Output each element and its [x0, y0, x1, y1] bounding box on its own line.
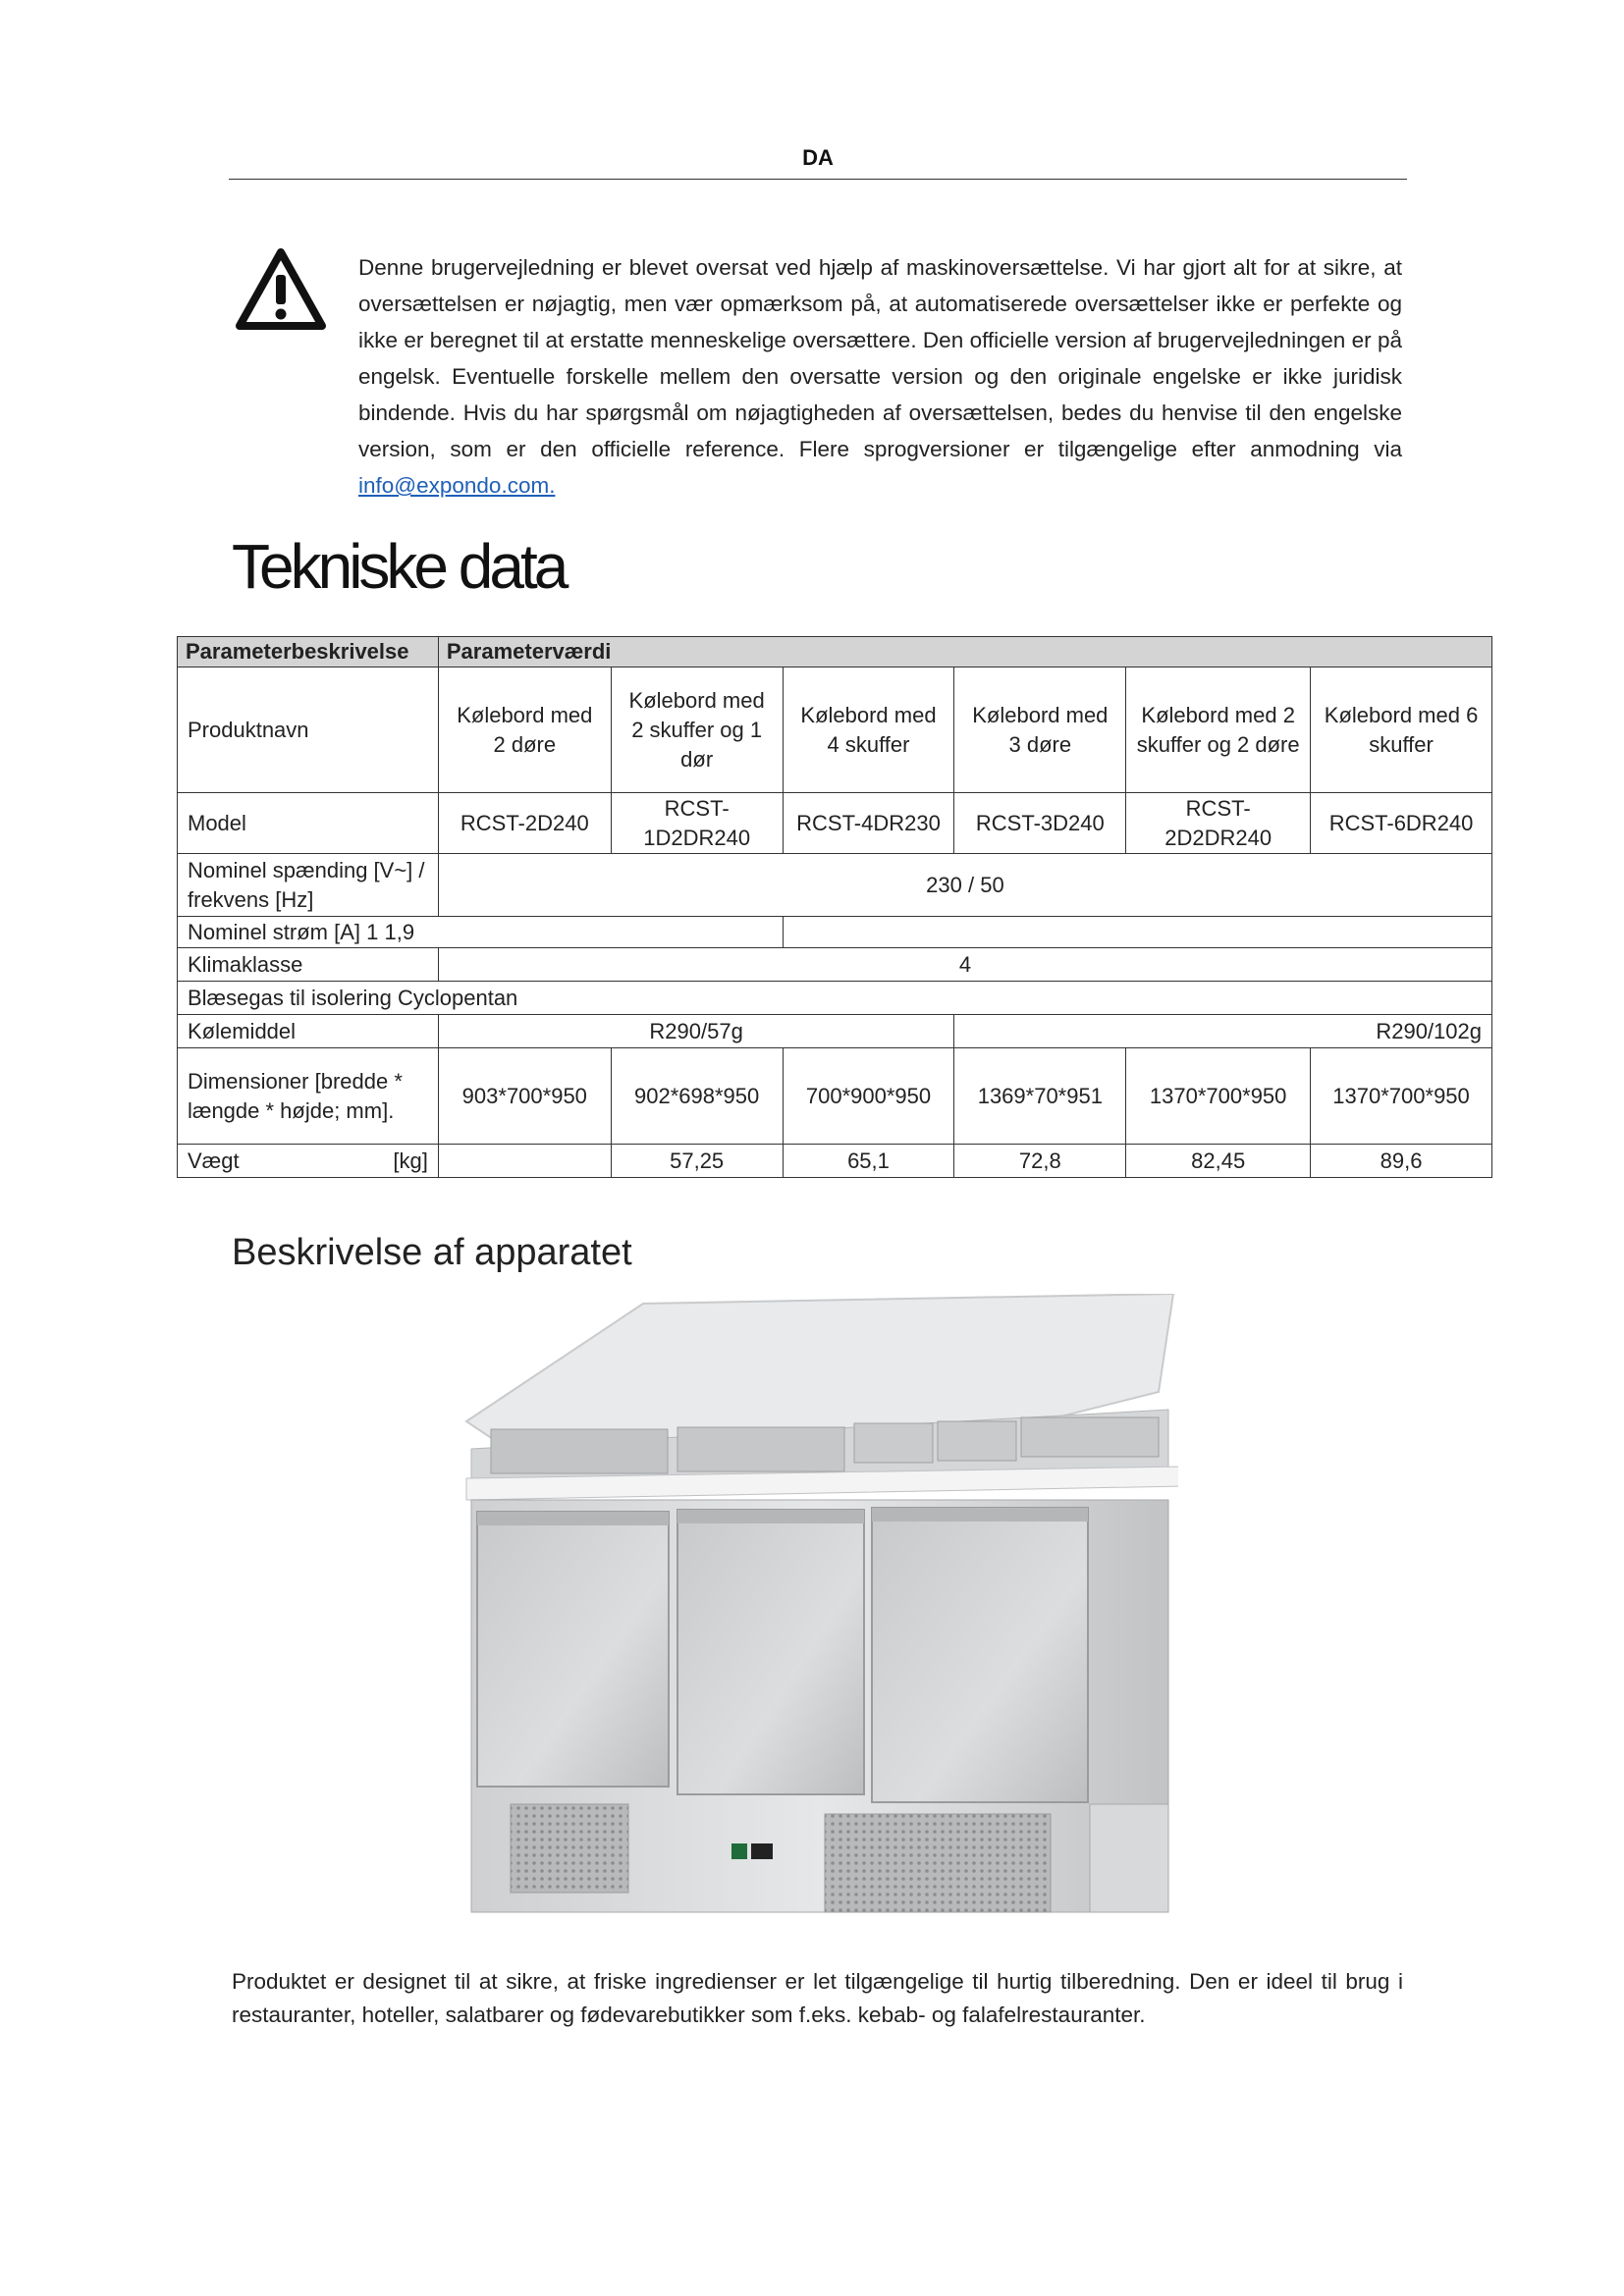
model-cell: RCST-6DR240 [1311, 793, 1492, 854]
header-cell: Parameterværdi [438, 637, 1491, 667]
model-cell: RCST-2D240 [438, 793, 611, 854]
product-name-cell: Kølebord med 4 skuffer [783, 667, 954, 793]
page-title: Tekniske data [232, 531, 566, 602]
model-cell: RCST-4DR230 [783, 793, 954, 854]
table-row [178, 948, 1492, 982]
table-row [178, 793, 1492, 854]
weight-cell: 65,1 [783, 1145, 954, 1178]
dimension-cell: 903*700*950 [438, 1048, 611, 1145]
weight-cell: 57,25 [611, 1145, 783, 1178]
table-row [178, 982, 1492, 1015]
climate-cell: 4 [438, 948, 1491, 982]
weight-unit: [kg] [393, 1148, 428, 1173]
row-label [178, 1145, 439, 1178]
appliance-photo [452, 1294, 1178, 1947]
row-label: Kølemiddel [178, 1015, 439, 1048]
table-row [178, 1015, 1492, 1048]
row-label: Nominel spænding [V~] / frekvens [Hz] [178, 854, 439, 917]
product-name-cell: Kølebord med 6 skuffer [1311, 667, 1492, 793]
dimension-cell: 1370*700*950 [1126, 1048, 1311, 1145]
notice-text: Denne brugervejledning er blevet oversat ved hjælp af maskinoversættelse. Vi har gjort alt for at sikre, at oversættelsen er nøjagtig, men vær opmærksom på, at automatiserede oversættelser ikke er perfekte og ikke er beregnet til at erstatte menneskelige oversættere. Den officielle version af brugervejledningen er på engelsk. Eventuelle forskelle mellem den oversatte version og den originale engelske er ikke juridisk bindende. Hvis du har spørgsmål om nøjagtigheden af oversættelsen, bedes du henvise til den engelske version, som er den officielle reference. Flere sprogversioner er tilgængelige efter anmodning via [358, 255, 1402, 461]
language-header: DA [802, 145, 834, 170]
weight-cell [438, 1145, 611, 1178]
header-cell: Parameterbeskrivelse [178, 637, 439, 667]
current-cell [783, 917, 1491, 948]
product-name-cell: Kølebord med 2 skuffer og 1 dør [611, 667, 783, 793]
row-label: Model [178, 793, 439, 854]
row-label: Klimaklasse [178, 948, 439, 982]
dimension-cell: 700*900*950 [783, 1048, 954, 1145]
model-cell: RCST-2D2DR240 [1126, 793, 1311, 854]
dimension-cell: 902*698*950 [611, 1048, 783, 1145]
table-row [178, 1145, 1492, 1178]
row-label: Dimensioner [bredde * længde * højde; mm]. [178, 1048, 439, 1145]
warning-icon [236, 247, 326, 330]
weight-label: Vægt [188, 1148, 240, 1173]
description-text: Produktet er designet til at sikre, at friske ingredienser er let tilgængelige til hurtig tilberedning. Den er ideel til brug i restauranter, hoteller, salatbarer og fødevarebutikker som f.eks. kebab- og falafelrestauranter. [232, 1969, 1403, 2027]
header-divider [229, 179, 1407, 180]
refrigerant-cell: R290/102g [954, 1015, 1492, 1048]
weight-cell: 72,8 [954, 1145, 1126, 1178]
row-label: Produktnavn [178, 667, 439, 793]
dimension-cell: 1370*700*950 [1311, 1048, 1492, 1145]
product-name-cell: Kølebord med 2 døre [438, 667, 611, 793]
row-label: Blæsegas til isolering Cyclopentan [178, 982, 1492, 1015]
product-name-cell: Kølebord med 3 døre [954, 667, 1126, 793]
weight-cell: 89,6 [1311, 1145, 1492, 1178]
voltage-cell: 230 / 50 [438, 854, 1491, 917]
technical-data-table [177, 636, 1492, 1178]
refrigerant-cell: R290/57g [438, 1015, 954, 1048]
email-link[interactable]: info@expondo.com. [358, 473, 556, 498]
table-row [178, 917, 1492, 948]
product-name-cell: Kølebord med 2 skuffer og 2 døre [1126, 667, 1311, 793]
section-title: Beskrivelse af apparatet [232, 1232, 632, 1273]
model-cell: RCST-1D2DR240 [611, 793, 783, 854]
table-row [178, 854, 1492, 917]
table-row [178, 667, 1492, 793]
table-row [178, 1048, 1492, 1145]
model-cell: RCST-3D240 [954, 793, 1126, 854]
weight-cell: 82,45 [1126, 1145, 1311, 1178]
translation-notice [358, 249, 1402, 504]
row-label: Nominel strøm [A] 1 1,9 [178, 917, 784, 948]
dimension-cell: 1369*70*951 [954, 1048, 1126, 1145]
table-header-row [178, 637, 1492, 667]
